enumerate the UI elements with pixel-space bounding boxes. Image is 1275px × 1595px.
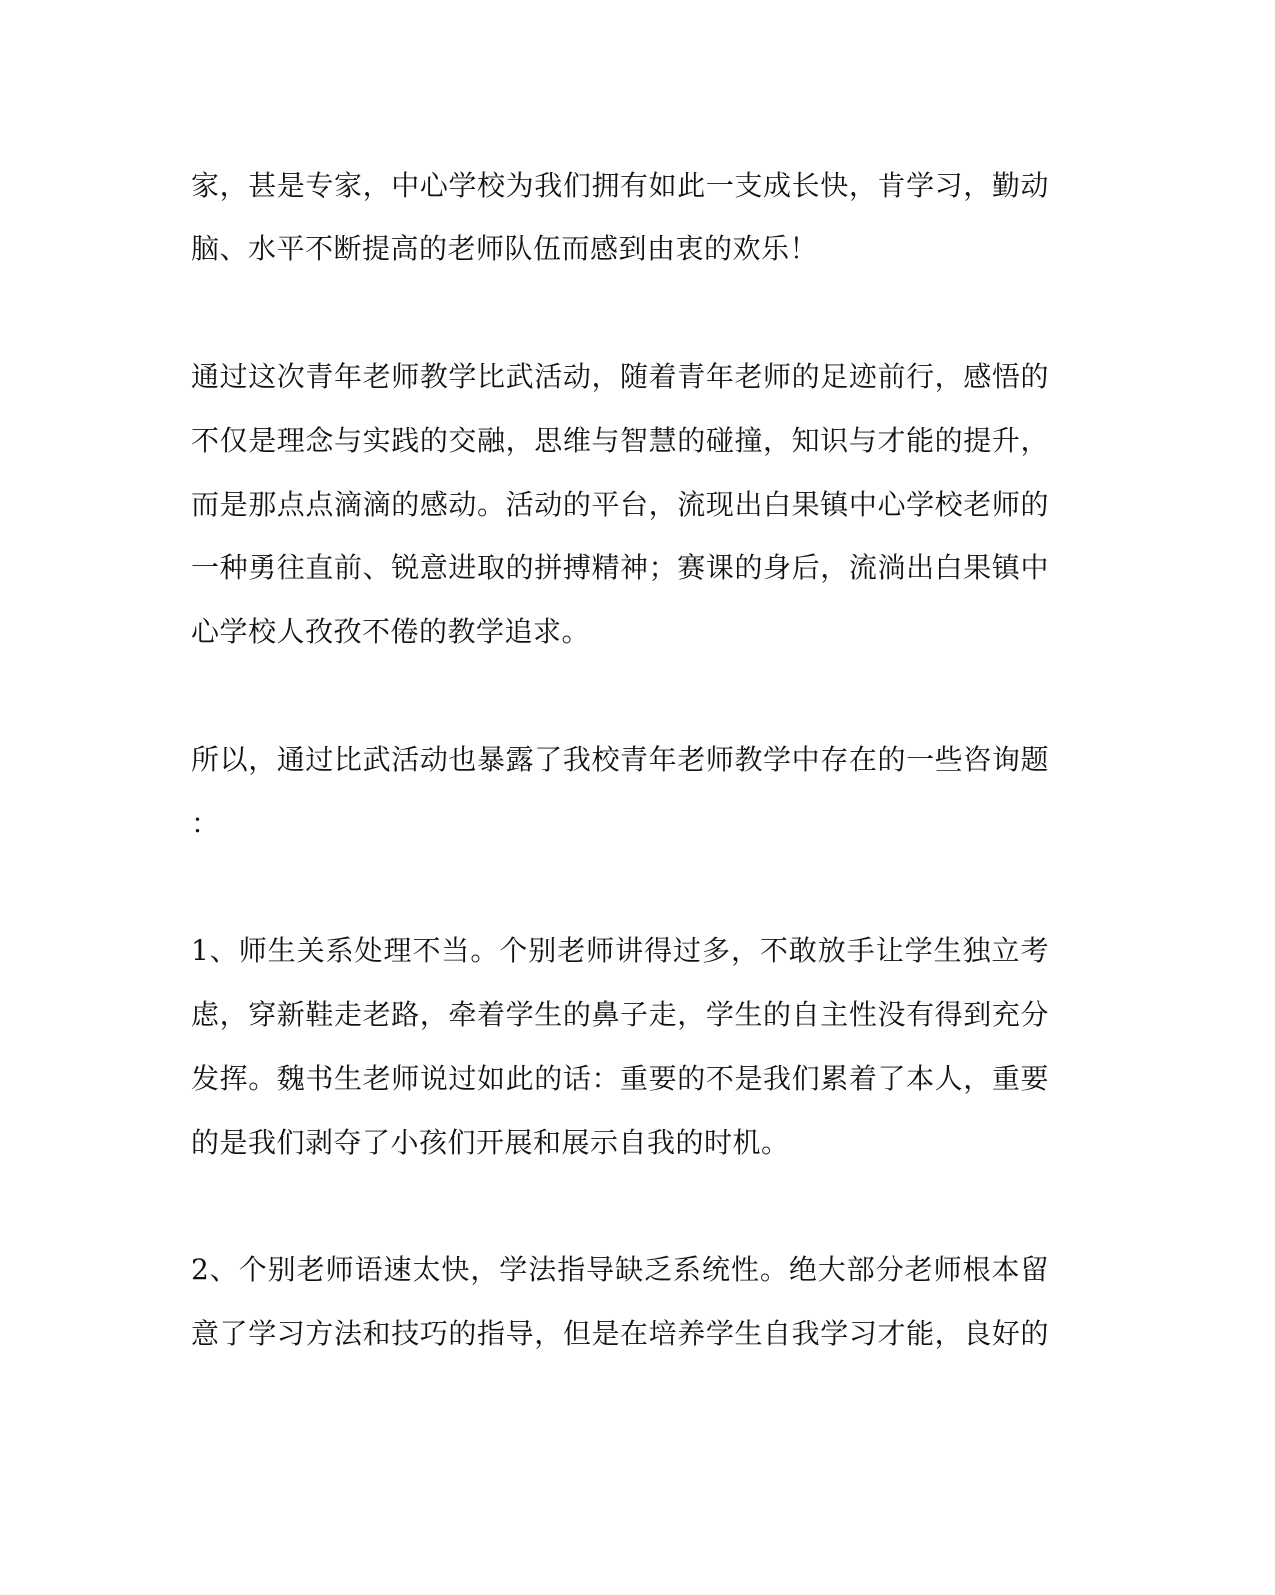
text-line: 而是那点点滴滴的感动。活动的平台，流现出白果镇中心学校老师的 bbox=[191, 488, 1049, 521]
text-line: 心学校人孜孜不倦的教学追求。 bbox=[191, 615, 591, 648]
text-line: 所以，通过比武活动也暴露了我校青年老师教学中存在的一些咨询题 bbox=[191, 743, 1049, 776]
text-line: 家，甚是专家，中心学校为我们拥有如此一支成长快，肯学习，勤动 bbox=[191, 169, 1049, 202]
text-line: 一种勇往直前、锐意进取的拼搏精神；赛课的身后，流淌出白果镇中 bbox=[191, 551, 1049, 584]
text-line: 2、个别老师语速太快，学法指导缺乏系统性。绝大部分老师根本留 bbox=[191, 1253, 1049, 1286]
text-line: 通过这次青年老师教学比武活动，随着青年老师的足迹前行，感悟的 bbox=[191, 360, 1049, 393]
text-line: 发挥。魏书生老师说过如此的话：重要的不是我们累着了本人，重要 bbox=[191, 1062, 1049, 1095]
text-line: 的是我们剥夺了小孩们开展和展示自我的时机。 bbox=[191, 1126, 790, 1159]
text-line: 脑、水平不断提高的老师队伍而感到由衷的欢乐！ bbox=[191, 232, 819, 265]
text-line: 1、师生关系处理不当。个别老师讲得过多，不敢放手让学生独立考 bbox=[191, 934, 1049, 967]
text-line: ： bbox=[191, 807, 220, 840]
text-line: 虑，穿新鞋走老路，牵着学生的鼻子走，学生的自主性没有得到充分 bbox=[191, 998, 1049, 1031]
text-line: 意了学习方法和技巧的指导，但是在培养学生自我学习才能，良好的 bbox=[191, 1317, 1049, 1350]
text-line: 不仅是理念与实践的交融，思维与智慧的碰撞，知识与才能的提升， bbox=[191, 424, 1049, 457]
